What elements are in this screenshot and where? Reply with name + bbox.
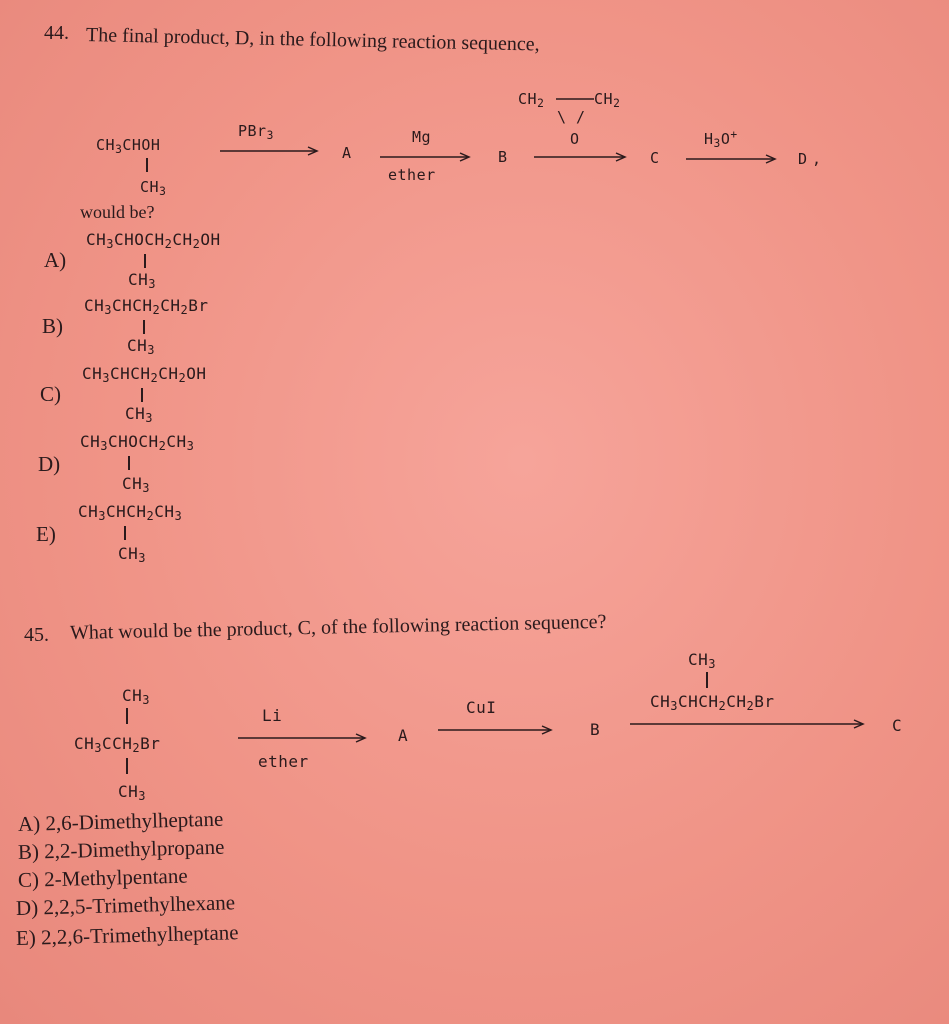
- option-b[interactable]: [18, 835, 225, 865]
- reagent-cui: CuI: [466, 698, 497, 717]
- reagent-alkyl-bromide: $CH_3CHCH_2CH_2Br$: [650, 692, 775, 713]
- option-letter: C): [17, 867, 40, 892]
- reagent-ether: ether: [388, 166, 436, 184]
- epoxide-bonds: \ /: [557, 108, 586, 126]
- reagent-mg: Mg: [412, 128, 432, 146]
- reaction-arrow-3: [534, 152, 628, 162]
- option-e-formula[interactable]: $CH_3CHCH_2CH_3$: [78, 502, 183, 523]
- option-letter: B): [17, 839, 40, 864]
- option-letter[interactable]: E): [36, 522, 56, 546]
- reagent-pbr3: PBr$_3$: [238, 122, 274, 142]
- option-d[interactable]: [16, 890, 236, 921]
- trailing-comma: ,: [812, 150, 822, 168]
- intermediate-b: B: [590, 720, 601, 739]
- reaction-arrow-1: [238, 733, 368, 743]
- start-top-methyl: $CH_3$: [122, 686, 150, 707]
- option-branch: $CH_3$: [122, 474, 150, 495]
- branch-bond: [146, 158, 148, 172]
- option-letter: A): [17, 811, 41, 836]
- starting-material: $CH_3CCH_2Br$: [74, 734, 161, 755]
- reagent-li: Li: [262, 706, 283, 725]
- option-branch: $CH_3$: [118, 544, 146, 565]
- branch-bond: [706, 672, 708, 688]
- reagent-h3o: $H_3O^+$: [704, 128, 738, 150]
- would-be-text: would be?: [80, 202, 155, 222]
- option-text: 2,2,5-Trimethylhexane: [43, 890, 236, 920]
- intermediate-c: C: [650, 149, 660, 167]
- option-letter[interactable]: C): [40, 382, 61, 406]
- starting-material: $CH_3CHOH$: [96, 136, 161, 156]
- option-b-formula[interactable]: $CH_3CHCH_2CH_2Br$: [84, 296, 209, 317]
- intermediate-a: A: [342, 144, 352, 162]
- option-letter[interactable]: B): [42, 314, 63, 338]
- branch-bond: [144, 254, 146, 268]
- reaction-arrow-3: [630, 719, 866, 729]
- starting-branch: $CH_3$: [140, 178, 167, 198]
- option-letter[interactable]: A): [44, 248, 67, 272]
- reagent-methyl: $CH_3$: [688, 650, 716, 671]
- branch-bond: [128, 456, 130, 470]
- option-c-formula[interactable]: $CH_3CHCH_2CH_2OH$: [82, 364, 207, 385]
- branch-bond: [124, 526, 126, 540]
- epoxide-ch2-left: $CH_2$: [518, 90, 545, 110]
- branch-bond: [126, 758, 128, 774]
- reaction-arrow-4: [686, 154, 778, 164]
- option-text: 2,6-Dimethylheptane: [45, 806, 224, 836]
- question-number: 45.: [24, 624, 49, 646]
- option-text: 2-Methylpentane: [43, 863, 188, 892]
- option-letter: E): [15, 925, 37, 950]
- option-d-formula[interactable]: $CH_3CHOCH_2CH_3$: [80, 432, 195, 453]
- option-branch: $CH_3$: [128, 270, 156, 291]
- question-number: 44.: [44, 22, 69, 44]
- product-d: D: [798, 150, 808, 168]
- option-letter: D): [15, 895, 39, 920]
- reaction-arrow-2: [438, 725, 554, 735]
- option-a-formula[interactable]: $CH_3CHOCH_2CH_2OH$: [86, 230, 221, 251]
- option-letter[interactable]: D): [38, 452, 61, 476]
- option-branch: $CH_3$: [125, 404, 153, 425]
- question-stem: What would be the product, C, of the following reaction sequence?: [69, 610, 607, 644]
- reaction-arrow-2: [380, 152, 472, 162]
- reaction-arrow-1: [220, 146, 320, 156]
- branch-bond: [141, 388, 143, 402]
- option-a[interactable]: [18, 807, 224, 837]
- epoxide-cc-bond: [556, 97, 596, 101]
- start-bottom-methyl: $CH_3$: [118, 782, 146, 803]
- option-branch: $CH_3$: [127, 336, 155, 357]
- epoxide-oxygen: O: [570, 130, 580, 148]
- intermediate-a: A: [398, 726, 409, 745]
- product-c: C: [892, 716, 903, 735]
- option-text: 2,2-Dimethylpropane: [43, 834, 225, 864]
- option-text: 2,2,6-Trimethylheptane: [40, 920, 239, 950]
- option-c[interactable]: [18, 864, 188, 893]
- epoxide-ch2-right: $CH_2$: [594, 90, 621, 110]
- option-e[interactable]: [16, 920, 239, 951]
- question-stem: The final product, D, in the following reaction sequence,: [85, 24, 540, 56]
- reagent-ether: ether: [258, 752, 309, 771]
- branch-bond: [143, 320, 145, 334]
- branch-bond: [126, 708, 128, 724]
- intermediate-b: B: [498, 148, 508, 166]
